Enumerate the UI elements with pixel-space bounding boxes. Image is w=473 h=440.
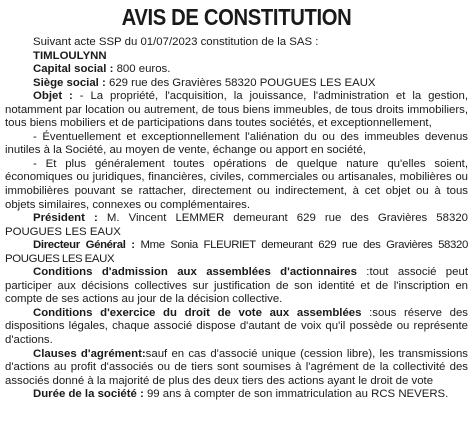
president-line xyxy=(5,212,468,239)
admission-paragraph xyxy=(5,266,468,307)
objet-paragraph-3: - Et plus généralement toutes opérations de quelque nature qu'elles soient, économiques ou juridiques, financières, civiles, commerciales ou artisanales, mobilières ou immobilières pouvant se rattacher, directement ou indirectement, à cet objet ou à tous objets similaires, connexes ou complémentaires. xyxy=(5,157,468,211)
objet-paragraph xyxy=(5,90,468,131)
directeur-label: Directeur Général : xyxy=(33,239,135,252)
objet-paragraph-2: - Éventuellement et exceptionnellement l'aliénation du ou des immeubles devenus inutiles à la Société, au moyen de vente, échange ou apport en société, xyxy=(5,130,468,157)
siege-label: Siège social : xyxy=(33,76,106,89)
vote-paragraph xyxy=(5,307,468,348)
president-label: Président : xyxy=(33,212,98,225)
vote-value: :sous réserve des dispositions légales, chaque associé dispose d'autant de voix qu'il possède ou représente d'actions. xyxy=(5,306,468,347)
notice-title: AVIS DE CONSTITUTION xyxy=(121,4,352,30)
siege-line xyxy=(5,77,468,91)
duree-label: Durée de la société : xyxy=(33,388,144,401)
duree-line xyxy=(5,388,468,402)
capital-line xyxy=(5,63,468,77)
directeur-value: Mme Sonia FLEURIET demeurant 629 rue des Gravières 58320 POUGUES LES EAUX xyxy=(5,239,468,265)
vote-label: Conditions d'exercice du droit de vote aux assemblées xyxy=(33,306,362,319)
admission-value: :tout associé peut participer aux décisions collectives sur justification de son identité et de l'inscription en compte de ses actions au jour de la décision collective. xyxy=(5,266,468,306)
objet-label: Objet : xyxy=(33,90,73,103)
president-value: M. Vincent LEMMER demeurant 629 rue des Gravières 58320 POUGUES LES EAUX xyxy=(5,212,468,238)
capital-value: 800 euros. xyxy=(116,63,171,76)
duree-value: 99 ans à compter de son immatriculation au RCS NEVERS. xyxy=(146,388,449,401)
capital-label: Capital social : xyxy=(33,63,114,76)
agrement-paragraph xyxy=(5,348,468,389)
agrement-value: sauf en cas d'associé unique (cession libre), les transmissions d'actions au profit d'associés ou de tiers sont soumises à l'agrément de la collectivité des associés donné à la majorité de plus des deux tiers des actions ayant le droit de vote xyxy=(5,347,468,387)
directeur-line xyxy=(5,239,468,266)
company-name: TIMLOULYNN xyxy=(33,49,107,62)
agrement-label: Clauses d'agrément: xyxy=(33,347,146,360)
siege-value: 629 rue des Gravières 58320 POUGUES LES EAUX xyxy=(108,76,376,89)
notice-body xyxy=(5,36,468,402)
admission-label: Conditions d'admission aux assemblées d'actionnaires xyxy=(33,266,357,279)
objet-text: - La propriété, l'acquisition, la jouissance, l'administration et la gestion, notamment par location ou autrement, de tous biens immeubles, de tous droits immobiliers, tous biens mobiliers et de participations dans toutes sociétés, et exceptionnellement, xyxy=(5,90,468,130)
intro-line: Suivant acte SSP du 01/07/2023 constitution de la SAS : xyxy=(33,36,319,48)
